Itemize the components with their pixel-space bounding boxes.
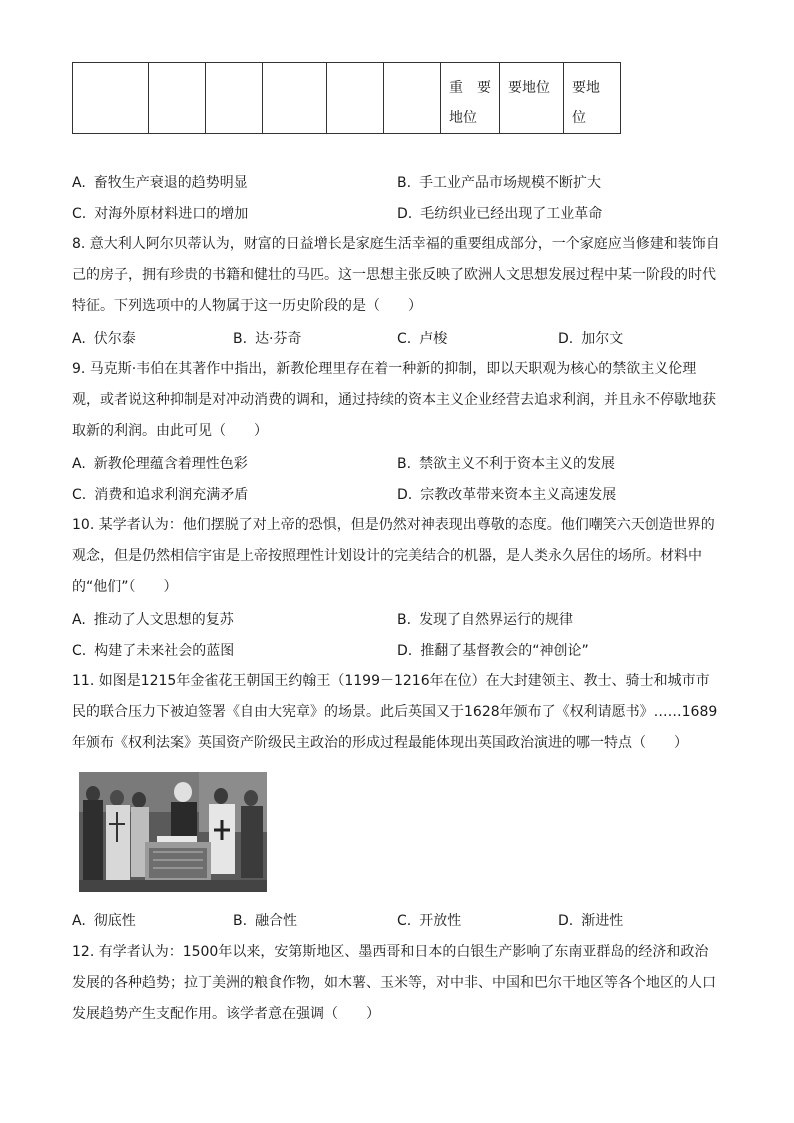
q9-option-b: B. 禁欲主义不利于资本主义的发展 bbox=[397, 456, 616, 472]
q11-option-c: C. 开放性 bbox=[397, 913, 462, 929]
table-row bbox=[73, 63, 621, 134]
table-cell: 要地位 bbox=[564, 63, 621, 134]
table-cell bbox=[73, 63, 149, 134]
table-cell bbox=[384, 63, 441, 134]
q8-option-a: A. 伏尔泰 bbox=[72, 331, 136, 347]
q10-option-d: D. 推翻了基督教会的“神创论” bbox=[397, 643, 589, 659]
q12-stem: 12. 有学者认为：1500年以来，安第斯地区、墨西哥和日本的白银生产影响了东南亚群岛的经济和政治发展的各种趋势；拉丁美洲的粮食作物，如木薯、玉米等，对中非、中国和巴尔干地区等各个地区的人口发展趋势产生支配作用。该学者意在强调（ ） bbox=[72, 944, 716, 1022]
table-cell bbox=[149, 63, 206, 134]
q11-option-d: D. 渐进性 bbox=[558, 913, 624, 929]
table-cell: 重 要地位 bbox=[441, 63, 500, 134]
magna-carta-engraving-image bbox=[79, 772, 267, 892]
table-cell bbox=[206, 63, 263, 134]
q10-option-c: C. 构建了未来社会的蓝图 bbox=[72, 643, 235, 659]
table-cell: 要地位 bbox=[500, 63, 564, 134]
q7-option-d: D. 毛纺织业已经出现了工业革命 bbox=[397, 206, 603, 222]
q9-option-d: D. 宗教改革带来资本主义高速发展 bbox=[397, 487, 617, 503]
q10-option-a: A. 推动了人文思想的复苏 bbox=[72, 612, 234, 628]
q8-option-c: C. 卢梭 bbox=[397, 331, 448, 347]
table-cell bbox=[263, 63, 327, 134]
q11-option-a: A. 彻底性 bbox=[72, 913, 136, 929]
q7-option-b: B. 手工业产品市场规模不断扩大 bbox=[397, 175, 602, 191]
q11-option-b: B. 融合性 bbox=[233, 913, 298, 929]
q7-option-a: A. 畜牧生产衰退的趋势明显 bbox=[72, 175, 248, 191]
table-cell bbox=[327, 63, 384, 134]
q8-stem: 8. 意大利人阿尔贝蒂认为，财富的日益增长是家庭生活幸福的重要组成部分，一个家庭应当修建和装饰自己的房子，拥有珍贵的书籍和健壮的马匹。这一思想主张反映了欧洲人文思想发展过程中某一阶段的时代特征。下列选项中的人物属于这一历史阶段的是（ ） bbox=[72, 236, 720, 314]
q9-stem: 9. 马克斯·韦伯在其著作中指出，新教伦理里存在着一种新的抑制，即以天职观为核心的禁欲主义伦理观，或者说这种抑制是对冲动消费的调和，通过持续的资本主义企业经营去追求利润，并且永不停歇地获取新的利润。由此可见（ ） bbox=[72, 361, 716, 439]
q9-option-c: C. 消费和追求利润充满矛盾 bbox=[72, 487, 249, 503]
q9-option-a: A. 新教伦理蕴含着理性色彩 bbox=[72, 456, 248, 472]
q10-option-b: B. 发现了自然界运行的规律 bbox=[397, 612, 574, 628]
q10-stem: 10. 某学者认为：他们摆脱了对上帝的恐惧，但是仍然对神表现出尊敬的态度。他们嘲笑六天创造世界的观念，但是仍然相信宇宙是上帝按照理性计划设计的完美结合的机器，是人类永久居住的场所。材料中的“他们”（ ） bbox=[72, 517, 715, 595]
q7-option-c: C. 对海外原材料进口的增加 bbox=[72, 206, 249, 222]
q8-option-b: B. 达·芬奇 bbox=[233, 331, 302, 347]
data-table bbox=[72, 62, 621, 134]
q8-option-d: D. 加尔文 bbox=[558, 331, 624, 347]
q11-stem: 11. 如图是1215年金雀花王朝国王约翰王（1199－1216年在位）在大封建领主、教士、骑士和城市市民的联合压力下被迫签署《自由大宪章》的场景。此后英国又于1628年颁布了《权利请愿书》……1689年颁布《权利法案》英国资产阶级民主政治的形成过程最能体现出英国政治演进的哪一特点（ ） bbox=[72, 673, 718, 751]
